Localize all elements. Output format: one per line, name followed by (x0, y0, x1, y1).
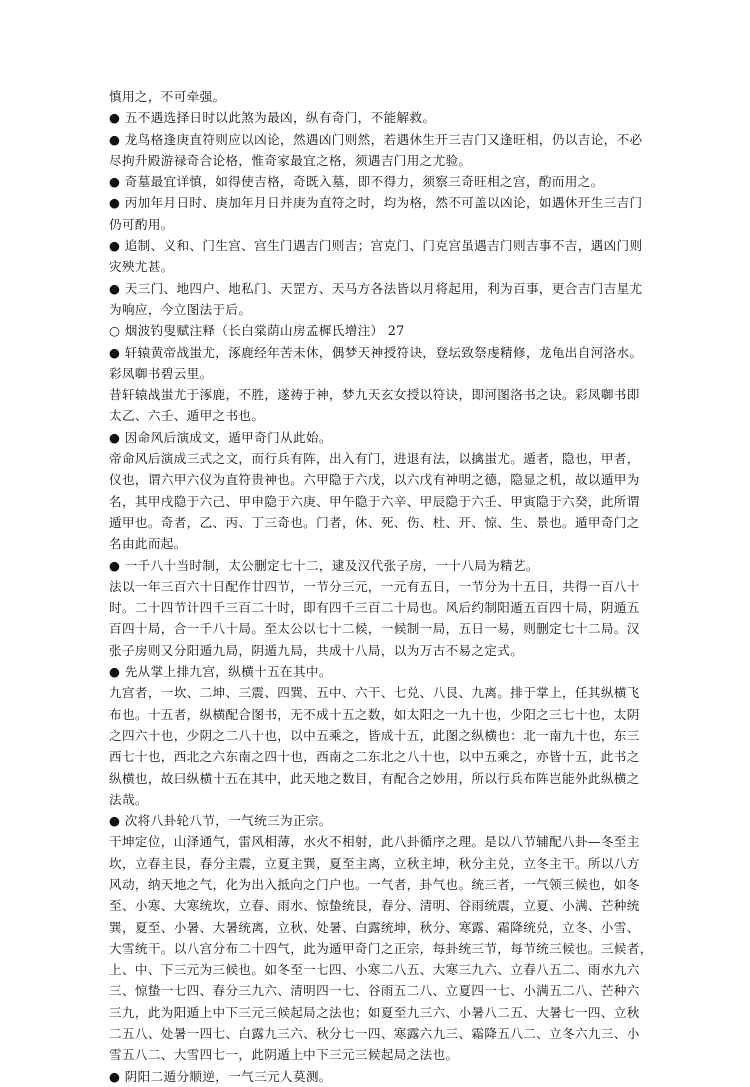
text-line: 西七十也，西北之六东南之四十也，西南之二东北之八十也，以中五乘之，亦皆十五，此书之 (109, 749, 640, 765)
text-line: 为响应，今立图法于后。 (109, 301, 252, 317)
text-line: 坎，立春主艮，春分主震，立夏主巽，夏至主离，立秋主坤，秋分主兑，立冬主干。所以八方 (109, 855, 640, 871)
text-line: 法以一年三百六十日配作廿四节，一节分三元，一元有五日，一节分为十五日，共得一百八十 (109, 578, 640, 594)
text-line: 名由此而起。 (109, 536, 187, 552)
text-line: ● 因命风后演成文，遁甲奇门从此始。 (109, 429, 332, 445)
text-line: ● 天三门、地四户、地私门、天罡方、天马方各法皆以月将起用，利为百事，更合吉门吉星尤 (109, 280, 643, 296)
text-line: ● 次将八卦轮八节，一气统三为正宗。 (109, 813, 332, 829)
text-line: 三、惊蛰一七四、春分三九六、清明四一七、谷雨五二八、立夏四一七、小满五二八、芒种六 (109, 983, 640, 999)
text-line: ○ 烟波钓叟赋注释（长白棠荫山房孟樨氏增注） 27 (109, 323, 405, 339)
text-line: 纵横也，故曰纵横十五在其中，此天地之数目，有配合之妙用，所以行兵布阵岂能外此纵横之 (109, 770, 640, 786)
text-line: 上、中、下三元为三候也。如冬至一七四、小寒二八五、大寒三九六、立春八五二、雨水九六 (109, 962, 640, 978)
text-line: ● 一千八十当时制，太公删定七十二，逮及汉代张子房，一十八局为精艺。 (109, 557, 539, 573)
text-line: ● 追制、义和、门生宫、宫生门遇吉门则吉；宫克门、门克宫虽遇吉门则吉事不吉，遇凶门则 (109, 238, 643, 254)
text-line: 二五八、处暑一四七、白露九三六、秋分七一四、寒露六九三、霜降五八二、立冬六九三、小 (109, 1026, 640, 1042)
text-line: 张子房则又分阳遁九局，阴遁九局，共成十八局，以为万古不易之定式。 (109, 642, 524, 658)
text-line: 仪也，谓六甲六仪为直符贵神也。六甲隐于六戊，以六戊有神明之德，隐显之机，故以遁甲为 (109, 472, 640, 488)
text-line: 三九，此为阳遁上中下三元三候起局之法也；如夏至九三六、小暑八二五、大暑七一四、立秋 (109, 1004, 640, 1020)
text-line: ● 奇墓最宜详慎，如得使吉格，奇既入墓，即不得力，须察三奇旺相之宫，酌而用之。 (109, 174, 604, 190)
text-line: ● 阴阳二遁分顺逆，一气三元人莫测。 (109, 1068, 332, 1084)
text-line: ● 先从掌上排九宫，纵横十五在其中。 (109, 664, 332, 680)
text-line: 慎用之，不可牵强。 (109, 89, 226, 104)
text-line: 布也。十五者，纵横配合图书，无不成十五之数，如太阳之一九十也，少阳之三七十也，太阴 (109, 706, 640, 722)
text-body (109, 86, 698, 1087)
text-line: 风动，纳天地之气，化为出入抵向之门户也。一气者，卦气也。统三者，一气领三候也，如冬 (109, 876, 640, 892)
text-line: 太乙、六壬、遁甲之书也。 (109, 408, 265, 424)
text-line: ● 五不遇选择日时以此煞为最凶，纵有奇门，不能解救。 (109, 110, 436, 126)
text-line: 仍可酌用。 (109, 216, 174, 232)
text-line: ● 丙加年月日时、庚加年月日并庚为直符之时，均为格，然不可盖以凶论，如遇休开生三吉门 (109, 195, 643, 211)
text-line: 干坤定位，山泽通气，雷风相薄，水火不相射，此八卦循序之理。是以八节辅配八卦—冬至主 (109, 834, 640, 850)
text-line: 名，其甲戌隐于六己、甲申隐于六庚、甲午隐于六辛、甲辰隐于六壬、甲寅隐于六癸，此所谓 (109, 493, 640, 509)
text-line: 至、小寒、大寒统坎，立春、雨水、惊蛰统艮，春分、清明、谷雨统震，立夏、小满、芒种统 (109, 898, 640, 914)
text-line: 九宫者，一坎、二坤、三震、四巽、五中、六干、七兑、八艮、九离。排于掌上，任其纵横飞 (109, 685, 640, 701)
text-line: 帝命风后演成三式之文，而行兵有阵，出入有门，进退有法，以擒蚩尤。遁者，隐也，甲者， (109, 451, 640, 467)
text-line: 昔轩辕战蚩尤于涿鹿，不胜，遂祷于神，梦九天玄女授以符诀，即河图洛书之诀。彩凤啣书即 (109, 387, 640, 403)
text-line: 尽拘升殿游禄奇合论格，惟奇家最宜之格，须遇吉门用之尤验。 (109, 152, 472, 168)
text-line: 巽，夏至、小暑、大暑统离，立秋、处暑、白露统坤，秋分、寒露、霜降统兑，立冬、小雪、 (109, 919, 640, 935)
text-line: 大雪统干。以八宫分布二十四气，此为遁甲奇门之正宗，每卦统三节，每节统三候也。三候者， (109, 940, 653, 956)
text-line: ● 龙鸟格逢庚直符则应以凶论，然遇凶门则然，若遇休生开三吉门又逢旺相，仍以吉论，不必 (109, 131, 643, 147)
text-line: 百四十局，合一千八十局。至太公以七十二候，一候制一局，五日一易，则删定七十二局。汉 (109, 621, 640, 637)
text-line: 灾殃尤甚。 (109, 259, 174, 275)
text-line: 法哉。 (109, 791, 148, 807)
text-line: 彩凤啣书碧云里。 (109, 365, 213, 381)
text-line: 之四六十也，少阴之二八十也，以中五乘之，皆成十五，此图之纵横也：北一南九十也，东三 (109, 727, 640, 743)
text-line: 时。二十四节计四千三百二十时，即有四千三百二十局也。风后约制阳遁五百四十局，阴遁五 (109, 600, 640, 616)
text-line: ● 轩辕黄帝战蚩尤，涿鹿经年苦未休，偶梦天神授符诀，登坛致祭虔精修，龙龟出自河洛水。 (109, 344, 643, 360)
text-line: 雪五八二、大雪四七一，此阴遁上中下三元三候起局之法也。 (109, 1047, 459, 1063)
text-line: 遁甲也。奇者，乙、丙、丁三奇也。门者，休、死、伤、杜、开、惊、生、景也。遁甲奇门之 (109, 514, 640, 530)
